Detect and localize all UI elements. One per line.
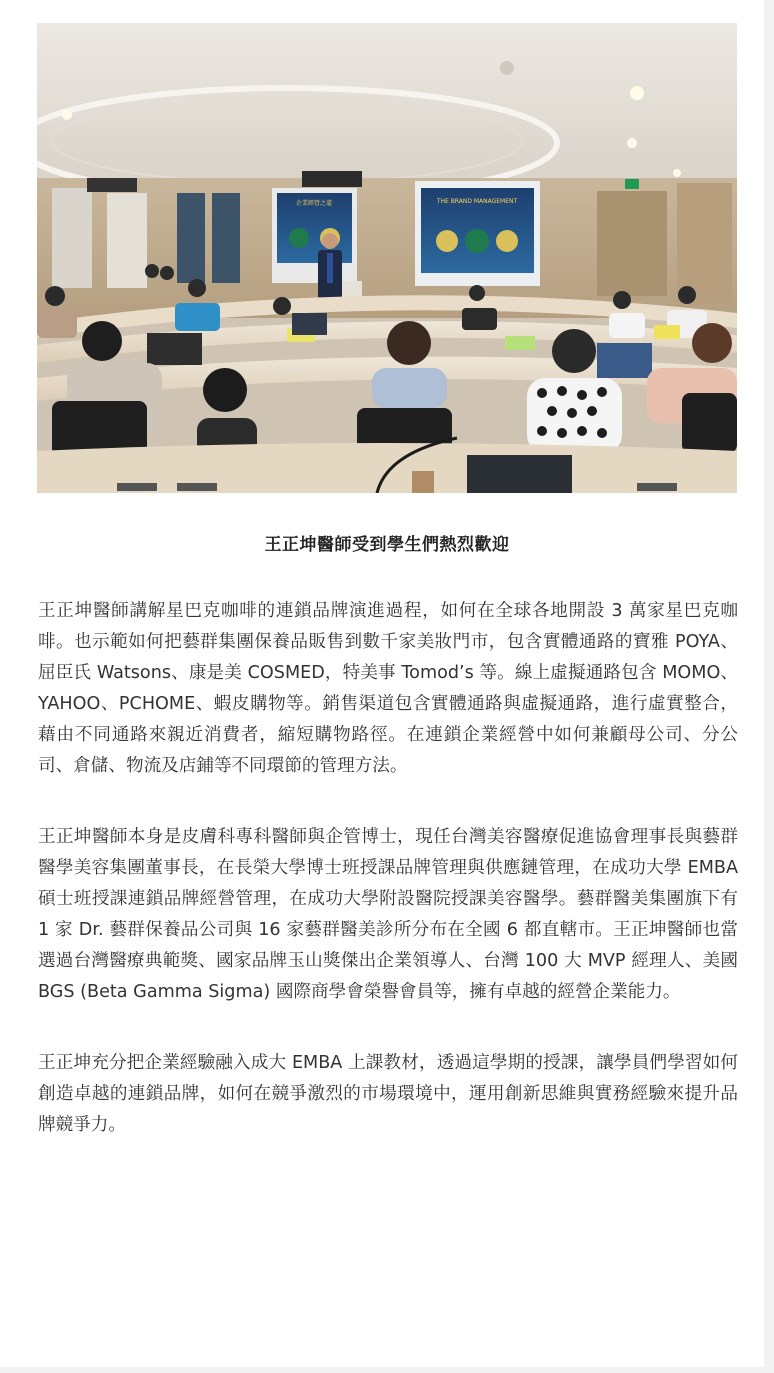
classroom-photo-illustration [37,23,737,493]
paragraph-2: 王正坤醫師本身是皮膚科專科醫師與企管博士，現任台灣美容醫療促進協會理事長與藝群醫學美容集團董事長，在長榮大學博士班授課品牌管理與供應鏈管理，在成功大學 EMBA 碩士班授課連鎖品牌經營管理，在成功大學附設醫院授課美容醫學。藝群醫美集團旗下有 1 家 Dr. 藝群保養品公司與 16 家藝群醫美診所分布在全國 6 都直轄市。王正坤醫師也當選過台灣醫療典範獎、國家品牌玉山獎傑出企業領導人、台灣 100 大 MVP 經理人、美國 BGS (Beta Gamma Sigma) 國際商學會榮譽會員等，擁有卓越的經營企業能力。 [38,827,738,1002]
slide-right-title: THE BRAND MANAGEMENT [436,198,518,205]
classroom-photo [37,23,737,493]
photo-caption: 王正坤醫師受到學生們熱烈歡迎 [264,535,510,555]
paragraph-3: 王正坤充分把企業經驗融入成大 EMBA 上課教材，透過這學期的授課，讓學員們學習如何創造卓越的連鎖品牌，如何在競爭激烈的市場環境中，運用創新思維與實務經驗來提升品牌競爭力。 [38,1053,738,1135]
slide-left-title: 企業經營之道 [295,200,333,207]
article-body [38,596,738,1181]
page-edge-bottom [0,1367,774,1373]
page-edge-right [764,0,774,1373]
paragraph-1: 王正坤醫師講解星巴克咖啡的連鎖品牌演進過程，如何在全球各地開設 3 萬家星巴克咖啡。也示範如何把藝群集團保養品販售到數千家美妝門市，包含實體通路的寶雅 POYA、屈臣氏 Watsons、康是美 COSMED，特美事 Tomod’s 等。線上虛擬通路包含 MOMO、YAHOO、PCHOME、蝦皮購物等。銷售渠道包含實體通路與虛擬通路，進行虛實整合，藉由不同通路來親近消費者，縮短購物路徑。在連鎖企業經營中如何兼顧母公司、分公司、倉儲、物流及店鋪等不同環節的管理方法。 [38,601,738,776]
